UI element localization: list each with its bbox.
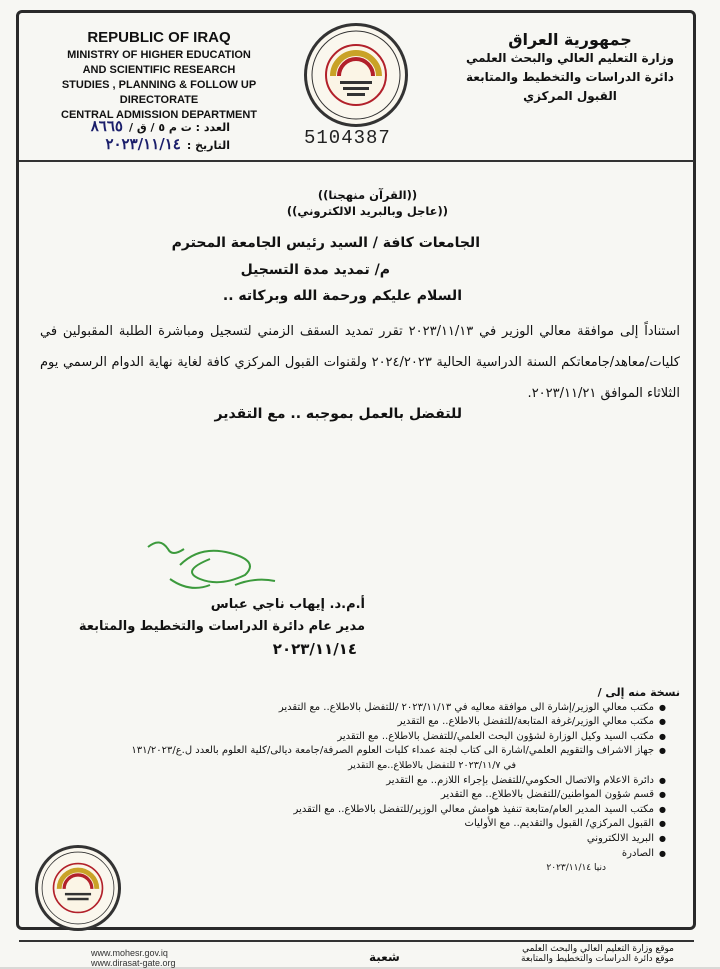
list-item: ● قسم شؤون المواطنين/للتفضل بالاطلاع.. مع التقدير: [25, 788, 666, 803]
copies-title: نسخة منه إلى /: [597, 686, 680, 699]
ministry-name-en: MINISTRY OF HIGHER EDUCATION: [67, 49, 251, 61]
reference-date: التاريخ :٢٠٢٣/١١/١٤: [105, 135, 230, 153]
recipient-line: الجامعات كافة / السيد رئيس الجامعة المحترم: [171, 235, 480, 251]
seal-emblem-icon: [307, 26, 405, 124]
list-item: ● دائرة الاعلام والاتصال الحكومي/للتفضل بإجراء اللازم.. مع التقدير: [25, 774, 666, 789]
reference-number: العدد : ت م ٥ / ق /٨٦٦٥: [90, 117, 230, 135]
reference-number-value: ٨٦٦٥: [90, 117, 123, 135]
ministry-website-link[interactable]: www.mohesr.gov.iq: [91, 948, 168, 958]
greeting-line: السلام عليكم ورحمة الله وبركاته ..: [222, 288, 462, 304]
department-name-en: CENTRAL ADMISSION DEPARTMENT: [61, 109, 257, 121]
ministry-name-en-2: AND SCIENTIFIC RESEARCH: [82, 64, 236, 76]
country-name-ar: جمهورية العراق: [508, 30, 632, 49]
typist-initials: دنيا ٢٠٢٣/١١/١٤: [546, 863, 606, 874]
reference-block: [50, 118, 230, 154]
list-item: ● البريد الالكتروني: [25, 832, 666, 847]
signer-block: [79, 594, 365, 660]
country-name-en: REPUBLIC OF IRAQ: [87, 29, 231, 46]
directorate-website-label: موقع دائرة الدراسات والتخطيط والمتابعة: [521, 954, 674, 964]
list-item: ● القبول المركزي/ القبول والتقديم.. مع الأوليات: [25, 817, 666, 832]
english-letterhead: [28, 28, 290, 123]
list-item: ● مكتب معالي الوزير/غرفة المتابعة/للتفضل بالاطلاع.. مع التقدير: [25, 715, 666, 730]
list-item: ● جهاز الاشراف والتقويم العلمي/اشارة الى كتاب لجنة عمداء كليات العلوم الصرفة/جامعة ديالى/كلية العلوم بالعدد ل.ع/١٣١/٢٠٢٣: [25, 744, 666, 759]
handwritten-signature: [140, 535, 290, 595]
urgency-line: ((عاجل وبالبريد الالكتروني)): [286, 204, 449, 218]
list-item: ● مكتب السيد وكيل الوزارة لشؤون البحث العلمي/للتفضل بالاطلاع.. مع التقدير: [25, 730, 666, 745]
signer-title: مدير عام دائرة الدراسات والتخطيط والمتابعة: [78, 619, 365, 634]
ministry-seal-logo-small: [35, 845, 121, 931]
list-item: ● الصادرة: [25, 847, 666, 862]
ministry-website-label: موقع وزارة التعليم العالي والبحث العلمي: [522, 944, 674, 954]
subject-line: م/ تمديد مدة التسجيل: [240, 262, 390, 278]
footer-section: شعبة: [369, 950, 400, 964]
closing-line: للتفضل بالعمل بموجبه .. مع التقدير: [214, 406, 462, 422]
motto-line: ((القرآن منهجنا)): [317, 188, 418, 202]
copies-list: [25, 701, 680, 876]
directorate-name-en: STUDIES , PLANNING & FOLLOW UP DIRECTORATE: [61, 79, 257, 106]
list-item: ● مكتب معالي الوزير/إشارة الى موافقة معاليه في ٢٠٢٣/١١/١٣ /للتفضل بالاطلاع.. مع التقدير: [25, 701, 666, 716]
header-divider: [19, 160, 694, 162]
copies-list-section: [25, 686, 680, 876]
signer-name: أ.م.د. إيهاب ناجي عباس: [210, 597, 365, 612]
ministry-seal-logo: [304, 23, 408, 127]
serial-number: 5104387: [304, 127, 391, 149]
page-footer: [19, 940, 694, 969]
arabic-letterhead: [460, 30, 680, 106]
ministry-name-ar: وزارة التعليم العالي والبحث العلمي: [465, 51, 675, 65]
signer-date: ٢٠٢٣/١١/١٤: [272, 640, 357, 658]
footer-links: [91, 948, 176, 968]
letter-body-paragraph: استناداً إلى موافقة معالي الوزير في ٢٠٢٣/١١/١٣ تقرر تمديد السقف الزمني لتسجيل ومباشرة الطلبة المقبولين في كليات/معاهد/جامعاتكم السنة الدراسية الحالية ٢٠٢٤/٢٠٢٣ ولقنوات القبول المركزي كافة لغاية نهاية الدوام الرسمي يوم الثلاثاء الموافق ٢٠٢٣/١١/٢١.: [40, 324, 680, 401]
list-item: ● مكتب السيد المدير العام/متابعة تنفيذ هوامش معالي الوزير/للتفضل بالاطلاع.. مع التقدير: [25, 803, 666, 818]
seal-emblem-icon: [38, 848, 118, 928]
footer-site-labels: [521, 944, 674, 964]
directorate-website-link[interactable]: www.dirasat-gate.org: [91, 958, 176, 968]
department-name-ar: القبول المركزي: [523, 89, 617, 103]
reference-date-value: ٢٠٢٣/١١/١٤: [105, 135, 181, 153]
list-item-continuation: في ٢٠٢٣/١١/٧ للتفضل بالاطلاع..مع التقدير: [348, 759, 516, 771]
directorate-name-ar: دائرة الدراسات والتخطيط والمتابعة: [466, 70, 674, 84]
opening-lines: [280, 187, 455, 219]
